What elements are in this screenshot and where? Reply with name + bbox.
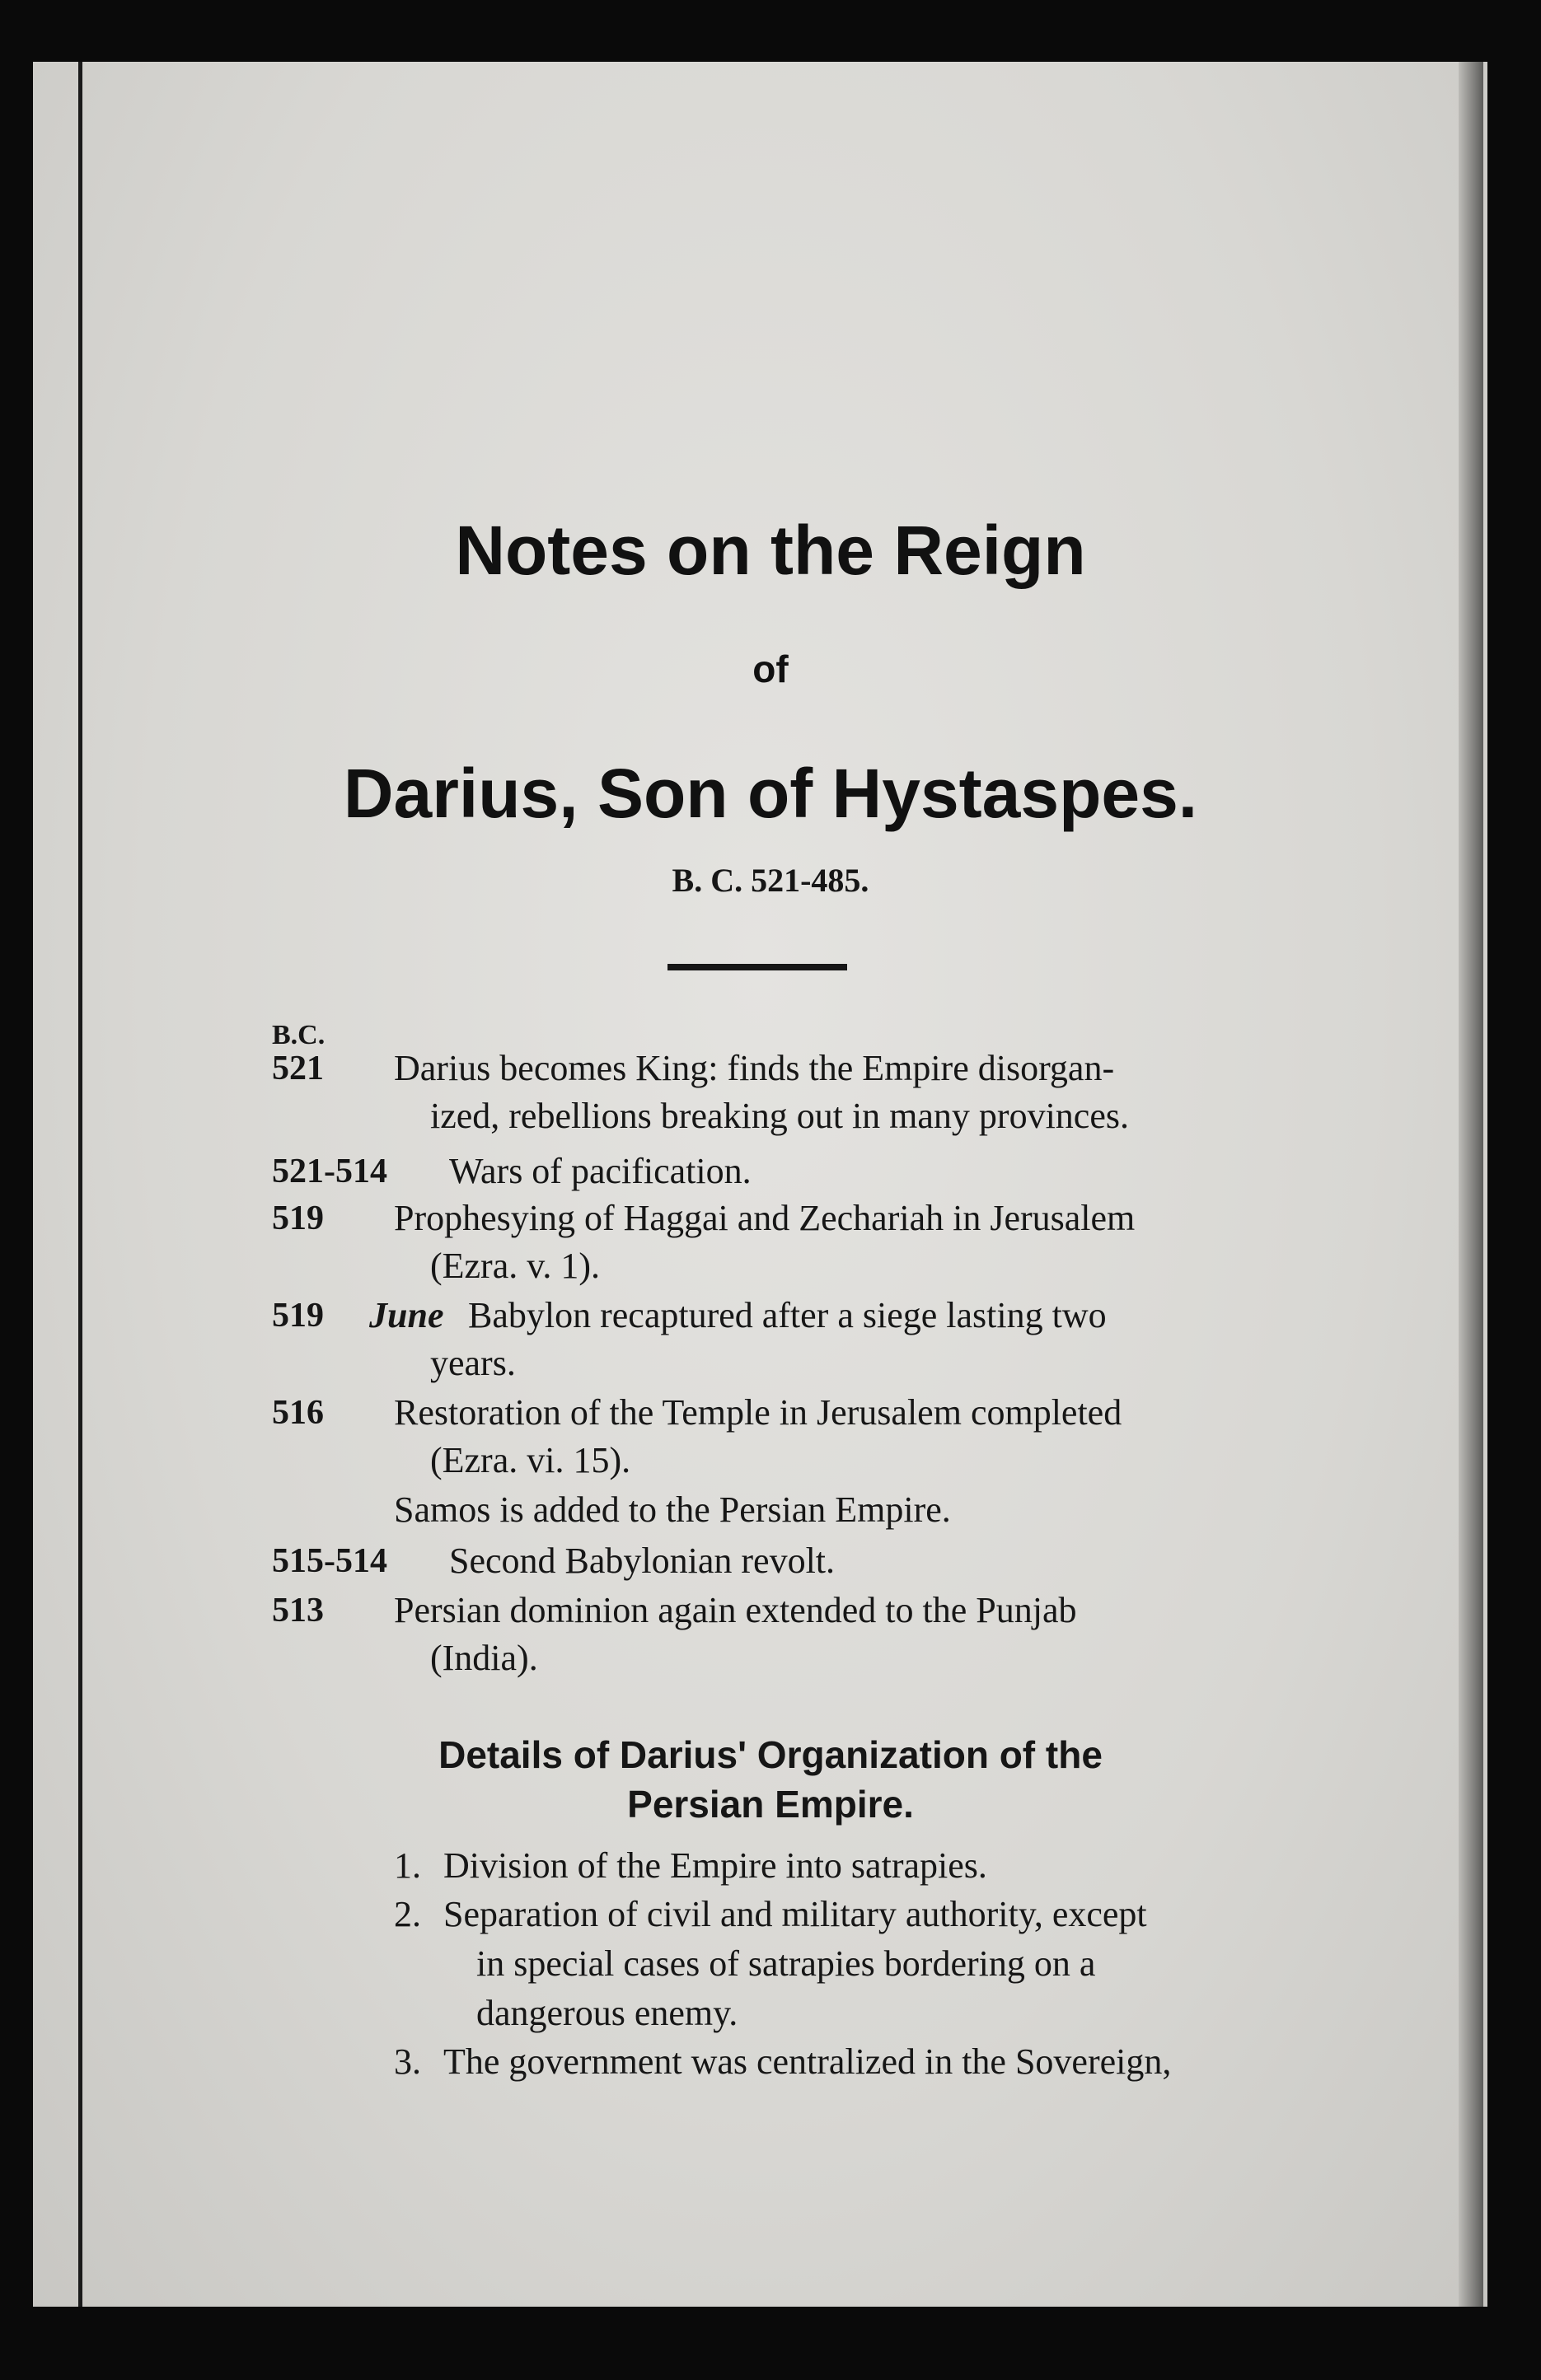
page-edge-left [78, 62, 82, 2315]
entry-text: Second Babylonian revolt. [449, 1541, 836, 1581]
entry-text: Prophesying of Haggai and Zechariah in Jerusalem [394, 1198, 1136, 1238]
entry-text: (India). [430, 1638, 538, 1678]
reign-dates: B. C. 521-485. [672, 862, 869, 899]
item-number: 3. [394, 2041, 421, 2082]
title-line-2: of [752, 648, 789, 690]
details-heading-line-2: Persian Empire. [627, 1783, 914, 1826]
entry-year: 516 [272, 1394, 324, 1432]
scan-border-bottom [0, 2307, 1541, 2380]
bc-label: B.C. [272, 1020, 326, 1050]
entry-text: ized, rebellions breaking out in many provinces. [430, 1096, 1129, 1136]
item-text: Separation of civil and military authority, except [443, 1894, 1147, 1934]
entry-text: Babylon recaptured after a siege lasting two [468, 1295, 1107, 1335]
item-text: dangerous enemy. [476, 1993, 738, 2033]
entry-text: Restoration of the Temple in Jerusalem completed [394, 1392, 1122, 1433]
entry-year: 519 [272, 1199, 324, 1237]
entry-year: 521 [272, 1050, 324, 1087]
entry-text: Persian dominion again extended to the Punjab [394, 1590, 1077, 1630]
entry-year: 519 [272, 1297, 324, 1335]
item-number: 2. [394, 1894, 421, 1934]
entry-year: 513 [272, 1592, 324, 1630]
entry-year: 515-514 [272, 1542, 387, 1580]
item-text: The government was centralized in the Sovereign, [443, 2041, 1172, 2082]
entry-month: June [369, 1295, 444, 1335]
scan-border-top [0, 0, 1541, 70]
entry-text: (Ezra. vi. 15). [430, 1440, 631, 1480]
scan-border-right [1483, 0, 1541, 2380]
entry-text: Samos is added to the Persian Empire. [394, 1489, 951, 1530]
entry-text: Darius becomes King: finds the Empire disorgan- [394, 1048, 1115, 1088]
details-heading-line-1: Details of Darius' Organization of the [438, 1733, 1103, 1776]
title-line-1: Notes on the Reign [455, 512, 1086, 589]
scan-border-left [0, 0, 33, 2380]
title-rule [667, 964, 847, 970]
entry-text: (Ezra. v. 1). [430, 1246, 601, 1286]
item-text: Division of the Empire into satrapies. [443, 1845, 987, 1886]
entry-year: 521-514 [272, 1153, 387, 1190]
entry-text: years. [430, 1343, 516, 1383]
page-edge-right [1459, 62, 1483, 2315]
item-number: 1. [394, 1845, 421, 1886]
item-text: in special cases of satrapies bordering on a [476, 1943, 1096, 1984]
entry-text: Wars of pacification. [449, 1151, 752, 1191]
title-line-3: Darius, Son of Hystaspes. [343, 755, 1198, 832]
